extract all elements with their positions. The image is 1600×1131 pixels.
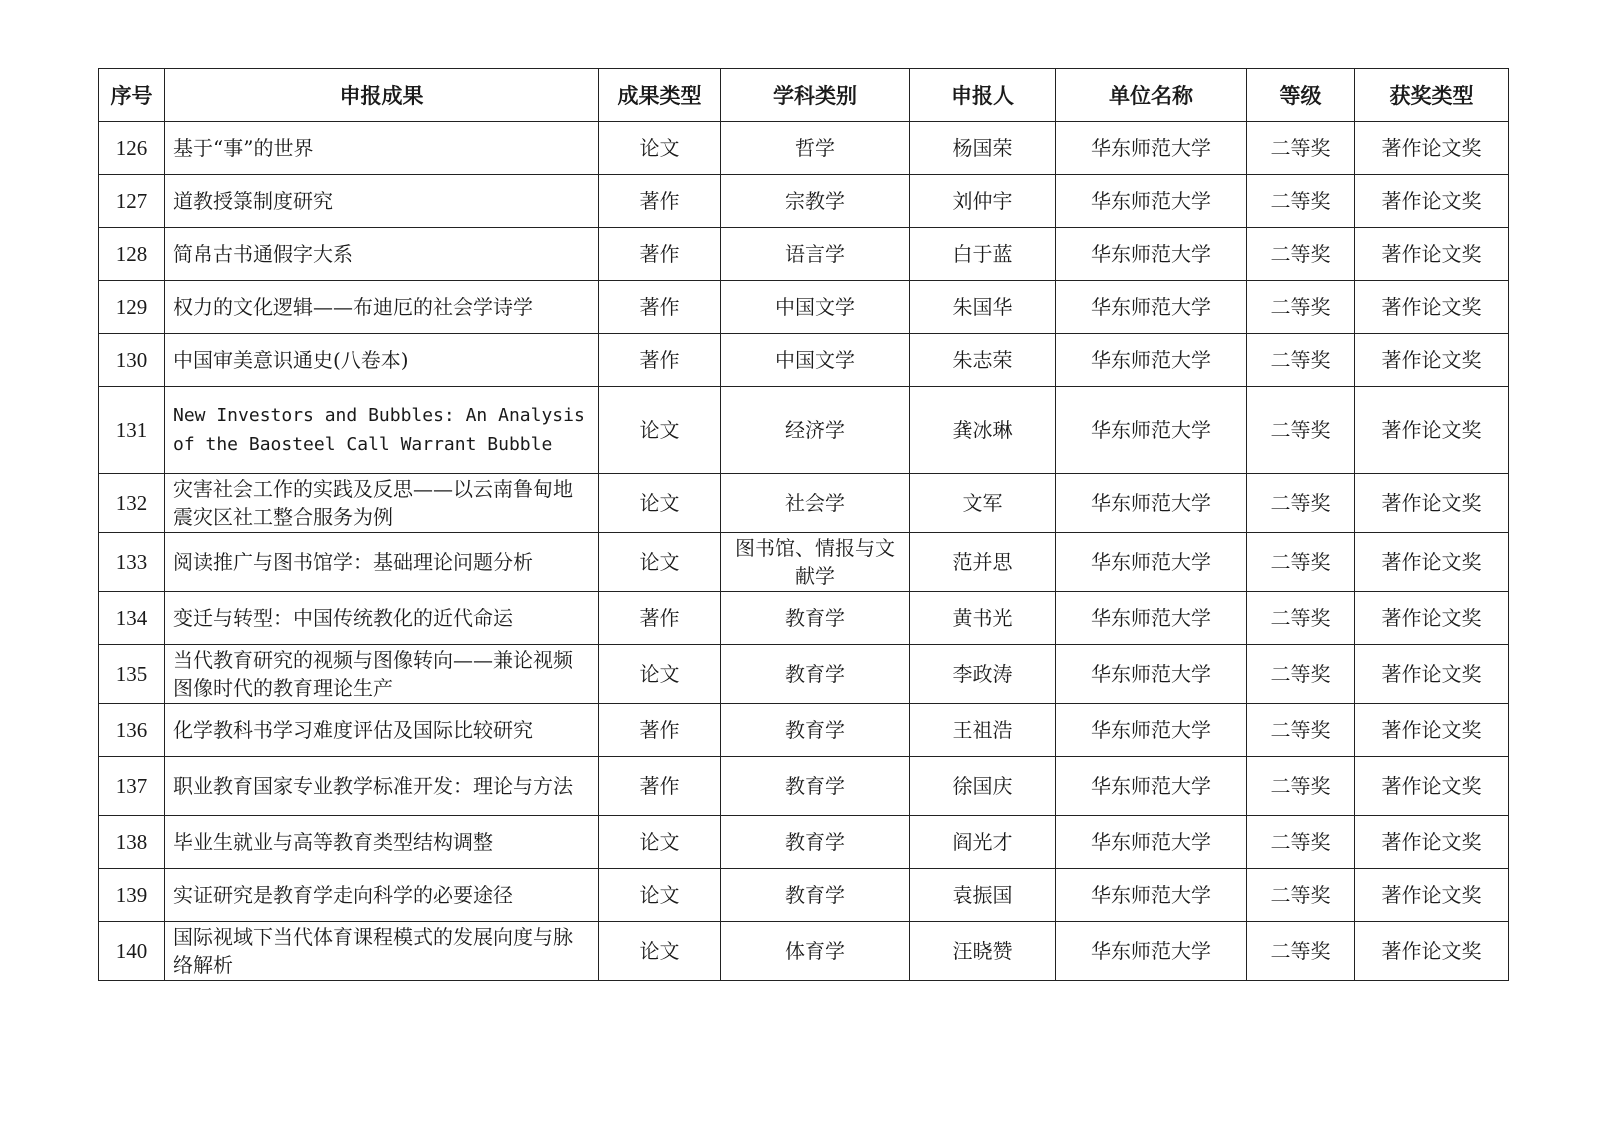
cell-unit: 华东师范大学 bbox=[1056, 533, 1247, 592]
cell-award-type: 著作论文奖 bbox=[1355, 869, 1509, 922]
table-row bbox=[99, 816, 1509, 869]
cell-type: 论文 bbox=[599, 387, 721, 474]
cell-discipline: 社会学 bbox=[721, 474, 910, 533]
cell-grade: 二等奖 bbox=[1247, 816, 1355, 869]
cell-title: 阅读推广与图书馆学：基础理论问题分析 bbox=[165, 533, 599, 592]
cell-grade: 二等奖 bbox=[1247, 757, 1355, 816]
cell-award-type: 著作论文奖 bbox=[1355, 387, 1509, 474]
cell-index: 139 bbox=[99, 869, 165, 922]
cell-grade: 二等奖 bbox=[1247, 228, 1355, 281]
cell-unit: 华东师范大学 bbox=[1056, 228, 1247, 281]
cell-applicant: 阎光才 bbox=[910, 816, 1056, 869]
cell-type: 论文 bbox=[599, 869, 721, 922]
cell-index: 130 bbox=[99, 334, 165, 387]
table-row bbox=[99, 122, 1509, 175]
table-row bbox=[99, 533, 1509, 592]
cell-discipline: 体育学 bbox=[721, 922, 910, 981]
cell-grade: 二等奖 bbox=[1247, 704, 1355, 757]
table-row bbox=[99, 228, 1509, 281]
cell-grade: 二等奖 bbox=[1247, 122, 1355, 175]
cell-discipline: 经济学 bbox=[721, 387, 910, 474]
cell-award-type: 著作论文奖 bbox=[1355, 592, 1509, 645]
cell-title: 灾害社会工作的实践及反思——以云南鲁甸地震灾区社工整合服务为例 bbox=[165, 474, 599, 533]
cell-discipline: 教育学 bbox=[721, 704, 910, 757]
cell-award-type: 著作论文奖 bbox=[1355, 645, 1509, 704]
cell-type: 著作 bbox=[599, 228, 721, 281]
cell-award-type: 著作论文奖 bbox=[1355, 704, 1509, 757]
cell-index: 131 bbox=[99, 387, 165, 474]
cell-applicant: 龚冰琳 bbox=[910, 387, 1056, 474]
cell-index: 126 bbox=[99, 122, 165, 175]
cell-unit: 华东师范大学 bbox=[1056, 645, 1247, 704]
cell-title: 实证研究是教育学走向科学的必要途径 bbox=[165, 869, 599, 922]
cell-discipline: 教育学 bbox=[721, 592, 910, 645]
cell-award-type: 著作论文奖 bbox=[1355, 757, 1509, 816]
cell-unit: 华东师范大学 bbox=[1056, 281, 1247, 334]
cell-unit: 华东师范大学 bbox=[1056, 922, 1247, 981]
cell-title: 中国审美意识通史(八卷本) bbox=[165, 334, 599, 387]
cell-type: 著作 bbox=[599, 281, 721, 334]
cell-title: 简帛古书通假字大系 bbox=[165, 228, 599, 281]
cell-unit: 华东师范大学 bbox=[1056, 387, 1247, 474]
cell-type: 论文 bbox=[599, 816, 721, 869]
cell-index: 136 bbox=[99, 704, 165, 757]
cell-index: 140 bbox=[99, 922, 165, 981]
table-row bbox=[99, 592, 1509, 645]
cell-award-type: 著作论文奖 bbox=[1355, 533, 1509, 592]
cell-discipline: 教育学 bbox=[721, 757, 910, 816]
cell-title: 化学教科书学习难度评估及国际比较研究 bbox=[165, 704, 599, 757]
cell-applicant: 李政涛 bbox=[910, 645, 1056, 704]
cell-index: 132 bbox=[99, 474, 165, 533]
cell-title: 基于“事”的世界 bbox=[165, 122, 599, 175]
cell-type: 著作 bbox=[599, 592, 721, 645]
cell-grade: 二等奖 bbox=[1247, 281, 1355, 334]
cell-type: 著作 bbox=[599, 175, 721, 228]
cell-index: 133 bbox=[99, 533, 165, 592]
cell-grade: 二等奖 bbox=[1247, 869, 1355, 922]
table-body bbox=[99, 122, 1509, 981]
cell-grade: 二等奖 bbox=[1247, 645, 1355, 704]
cell-type: 论文 bbox=[599, 922, 721, 981]
cell-title: New Investors and Bubbles: An Analysis of the Baosteel Call Warrant Bubble bbox=[165, 387, 599, 474]
cell-discipline: 中国文学 bbox=[721, 281, 910, 334]
header-discipline: 学科类别 bbox=[721, 69, 910, 122]
cell-award-type: 著作论文奖 bbox=[1355, 281, 1509, 334]
table-row bbox=[99, 281, 1509, 334]
cell-award-type: 著作论文奖 bbox=[1355, 334, 1509, 387]
cell-index: 128 bbox=[99, 228, 165, 281]
cell-discipline: 中国文学 bbox=[721, 334, 910, 387]
cell-grade: 二等奖 bbox=[1247, 334, 1355, 387]
cell-title: 当代教育研究的视频与图像转向——兼论视频图像时代的教育理论生产 bbox=[165, 645, 599, 704]
cell-applicant: 黄书光 bbox=[910, 592, 1056, 645]
cell-unit: 华东师范大学 bbox=[1056, 334, 1247, 387]
cell-unit: 华东师范大学 bbox=[1056, 816, 1247, 869]
cell-index: 134 bbox=[99, 592, 165, 645]
cell-index: 135 bbox=[99, 645, 165, 704]
cell-applicant: 徐国庆 bbox=[910, 757, 1056, 816]
cell-unit: 华东师范大学 bbox=[1056, 122, 1247, 175]
header-type: 成果类型 bbox=[599, 69, 721, 122]
header-index: 序号 bbox=[99, 69, 165, 122]
cell-title: 变迁与转型：中国传统教化的近代命运 bbox=[165, 592, 599, 645]
table-row bbox=[99, 645, 1509, 704]
cell-unit: 华东师范大学 bbox=[1056, 175, 1247, 228]
table-header-row bbox=[99, 69, 1509, 122]
cell-type: 著作 bbox=[599, 704, 721, 757]
cell-grade: 二等奖 bbox=[1247, 592, 1355, 645]
table-row bbox=[99, 474, 1509, 533]
cell-award-type: 著作论文奖 bbox=[1355, 922, 1509, 981]
cell-unit: 华东师范大学 bbox=[1056, 869, 1247, 922]
cell-applicant: 袁振国 bbox=[910, 869, 1056, 922]
cell-award-type: 著作论文奖 bbox=[1355, 816, 1509, 869]
table-row bbox=[99, 175, 1509, 228]
cell-unit: 华东师范大学 bbox=[1056, 474, 1247, 533]
cell-index: 137 bbox=[99, 757, 165, 816]
award-table bbox=[98, 68, 1509, 981]
table-row bbox=[99, 334, 1509, 387]
cell-unit: 华东师范大学 bbox=[1056, 592, 1247, 645]
cell-grade: 二等奖 bbox=[1247, 175, 1355, 228]
cell-title: 道教授箓制度研究 bbox=[165, 175, 599, 228]
cell-award-type: 著作论文奖 bbox=[1355, 122, 1509, 175]
cell-type: 论文 bbox=[599, 122, 721, 175]
table-row bbox=[99, 704, 1509, 757]
cell-discipline: 语言学 bbox=[721, 228, 910, 281]
table-row bbox=[99, 757, 1509, 816]
cell-award-type: 著作论文奖 bbox=[1355, 474, 1509, 533]
header-applicant: 申报人 bbox=[910, 69, 1056, 122]
cell-discipline: 教育学 bbox=[721, 816, 910, 869]
cell-type: 论文 bbox=[599, 645, 721, 704]
cell-discipline: 宗教学 bbox=[721, 175, 910, 228]
cell-type: 论文 bbox=[599, 474, 721, 533]
cell-award-type: 著作论文奖 bbox=[1355, 228, 1509, 281]
cell-applicant: 文军 bbox=[910, 474, 1056, 533]
cell-discipline: 教育学 bbox=[721, 869, 910, 922]
cell-grade: 二等奖 bbox=[1247, 533, 1355, 592]
cell-title: 毕业生就业与高等教育类型结构调整 bbox=[165, 816, 599, 869]
cell-applicant: 朱国华 bbox=[910, 281, 1056, 334]
cell-title: 职业教育国家专业教学标准开发：理论与方法 bbox=[165, 757, 599, 816]
cell-unit: 华东师范大学 bbox=[1056, 757, 1247, 816]
cell-applicant: 王祖浩 bbox=[910, 704, 1056, 757]
cell-grade: 二等奖 bbox=[1247, 387, 1355, 474]
cell-applicant: 汪晓赞 bbox=[910, 922, 1056, 981]
table-row bbox=[99, 922, 1509, 981]
cell-applicant: 范并思 bbox=[910, 533, 1056, 592]
table-row bbox=[99, 387, 1509, 474]
header-unit: 单位名称 bbox=[1056, 69, 1247, 122]
cell-discipline: 哲学 bbox=[721, 122, 910, 175]
cell-index: 138 bbox=[99, 816, 165, 869]
cell-discipline: 教育学 bbox=[721, 645, 910, 704]
cell-index: 127 bbox=[99, 175, 165, 228]
cell-unit: 华东师范大学 bbox=[1056, 704, 1247, 757]
header-title: 申报成果 bbox=[165, 69, 599, 122]
cell-title: 权力的文化逻辑——布迪厄的社会学诗学 bbox=[165, 281, 599, 334]
cell-applicant: 杨国荣 bbox=[910, 122, 1056, 175]
table-row bbox=[99, 869, 1509, 922]
cell-applicant: 朱志荣 bbox=[910, 334, 1056, 387]
cell-type: 著作 bbox=[599, 334, 721, 387]
header-grade: 等级 bbox=[1247, 69, 1355, 122]
cell-type: 论文 bbox=[599, 533, 721, 592]
cell-type: 著作 bbox=[599, 757, 721, 816]
cell-discipline: 图书馆、情报与文献学 bbox=[721, 533, 910, 592]
header-award-type: 获奖类型 bbox=[1355, 69, 1509, 122]
cell-index: 129 bbox=[99, 281, 165, 334]
cell-applicant: 白于蓝 bbox=[910, 228, 1056, 281]
cell-title: 国际视域下当代体育课程模式的发展向度与脉络解析 bbox=[165, 922, 599, 981]
cell-applicant: 刘仲宇 bbox=[910, 175, 1056, 228]
cell-award-type: 著作论文奖 bbox=[1355, 175, 1509, 228]
cell-grade: 二等奖 bbox=[1247, 922, 1355, 981]
cell-grade: 二等奖 bbox=[1247, 474, 1355, 533]
